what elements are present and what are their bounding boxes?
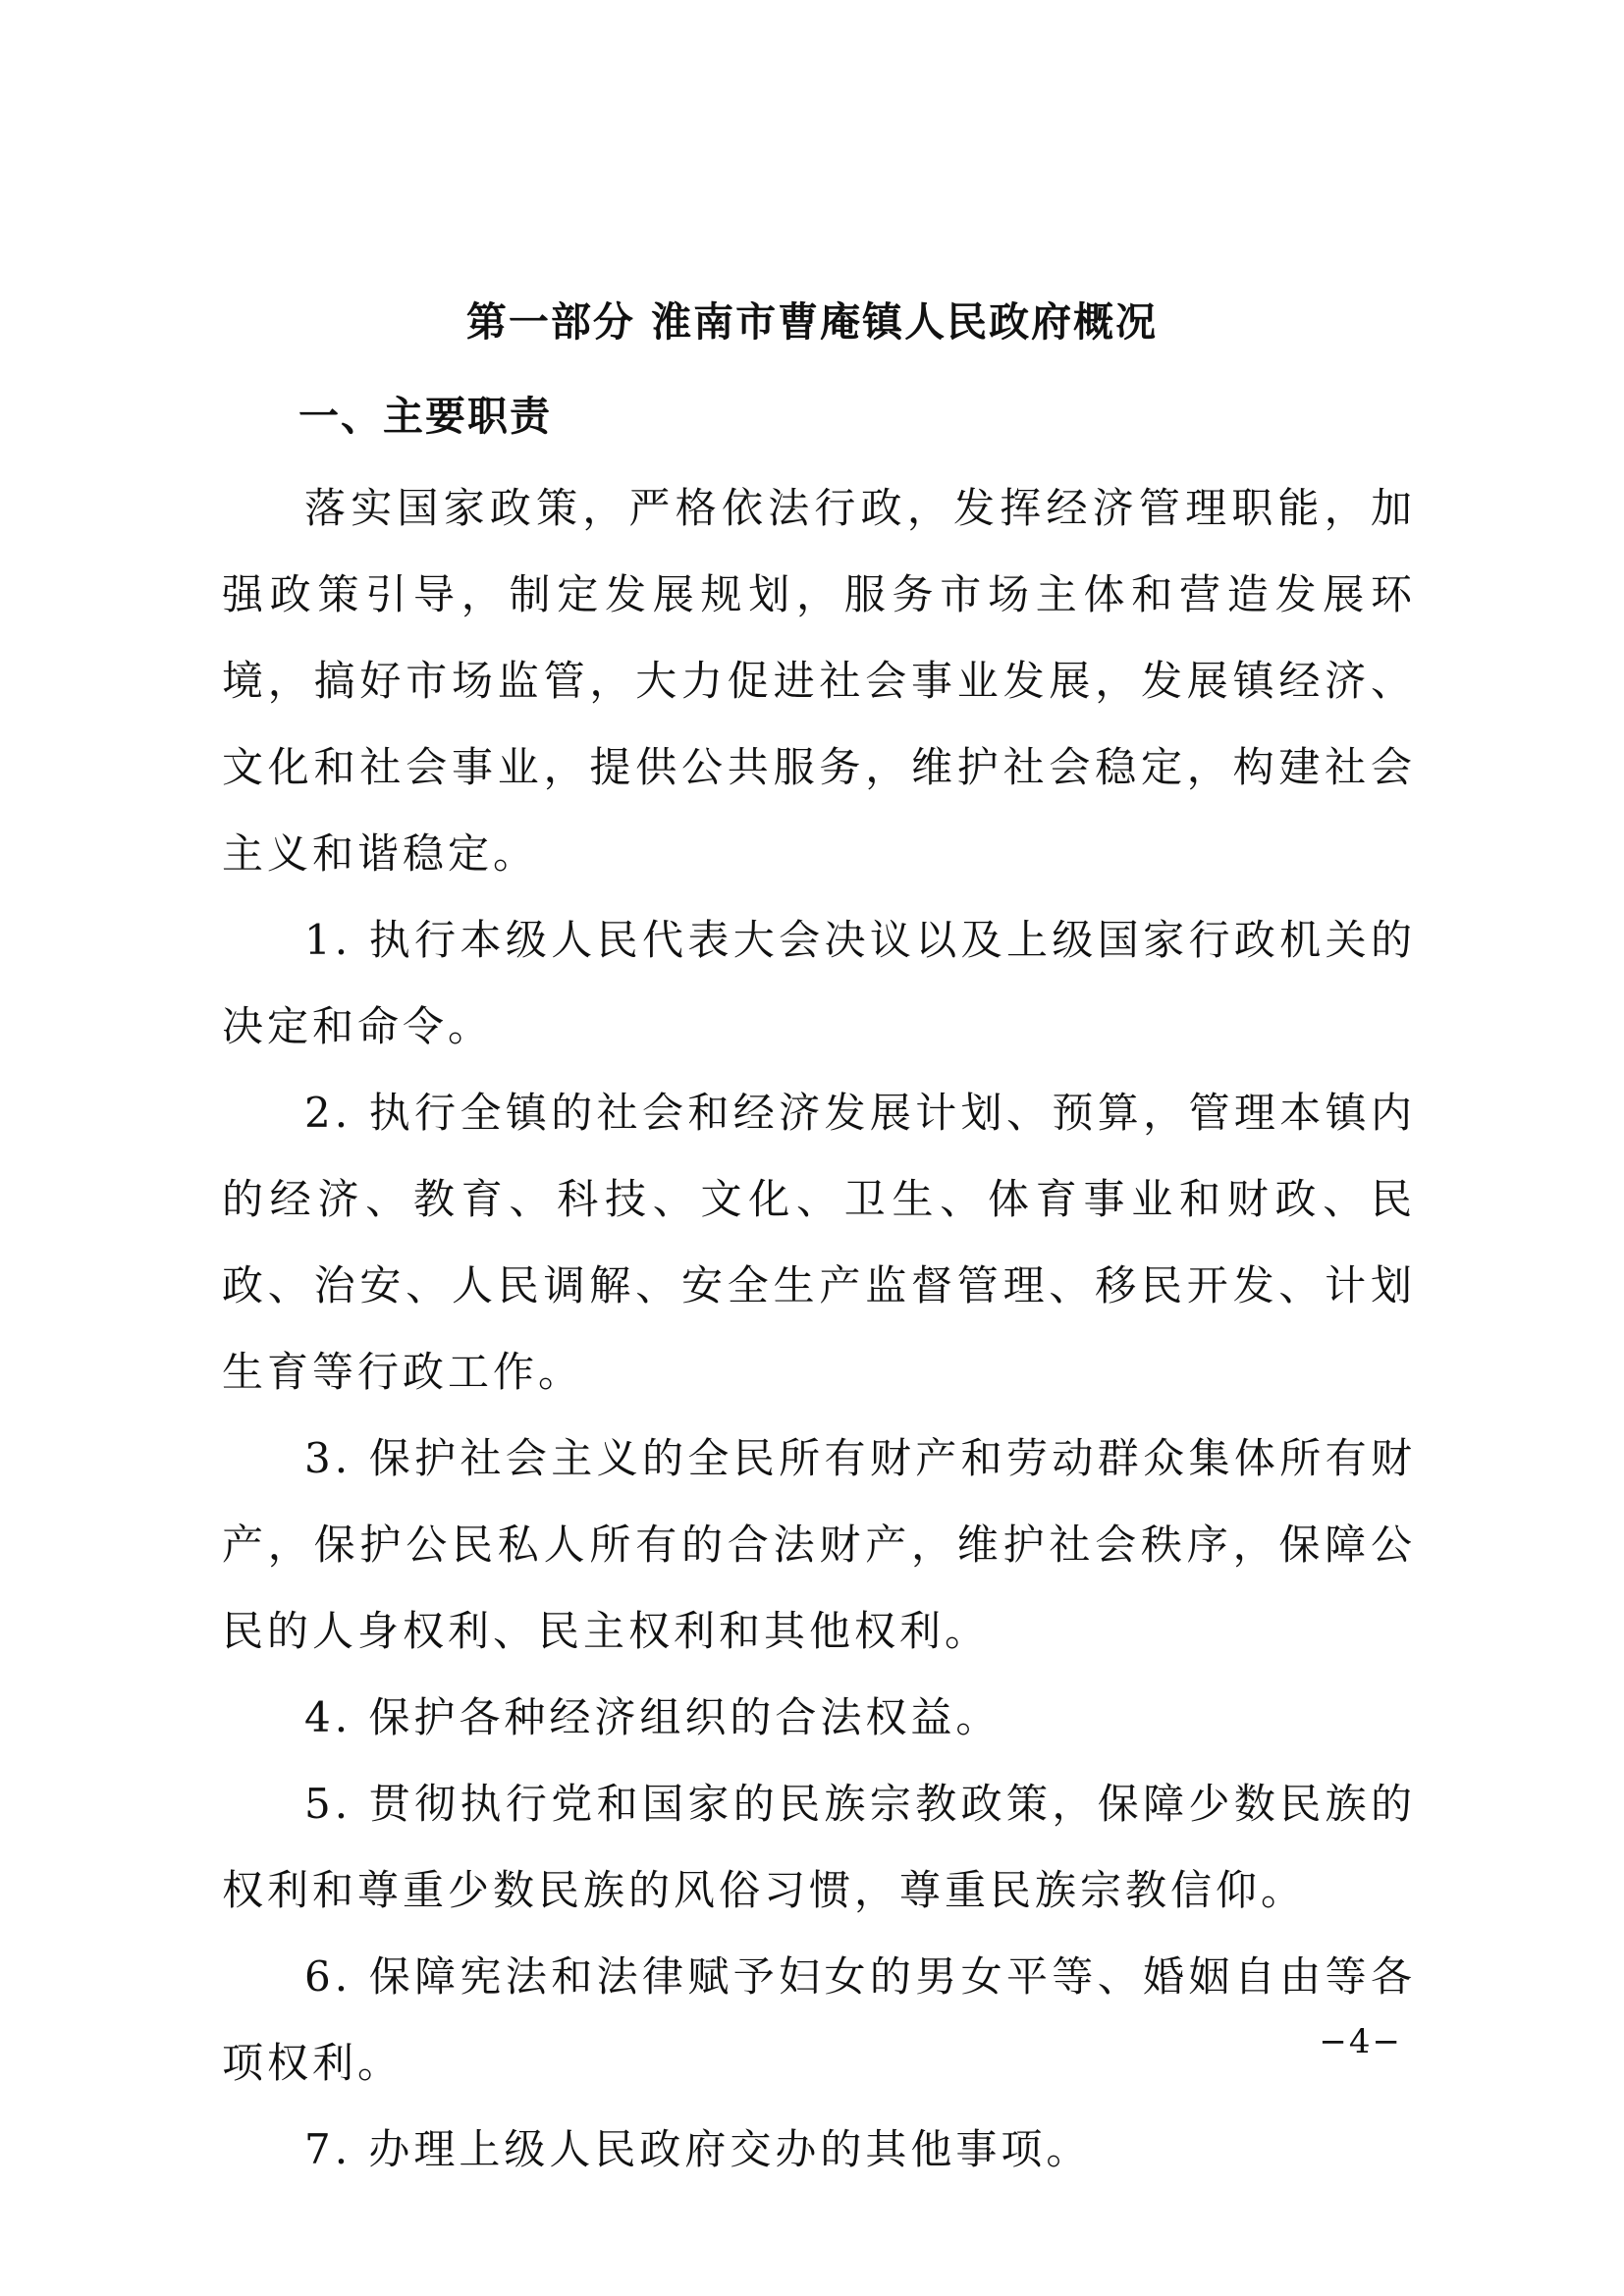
paragraph-intro: 落实国家政策，严格依法行政，发挥经济管理职能，加强政策引导，制定发展规划，服务市场主体和营造发展环境，搞好市场监管，大力促进社会事业发展，发展镇经济、文化和社会事业，提供公共服务，维护社会稳定，构建社会主义和谐稳定。 xyxy=(222,484,1416,878)
body-text xyxy=(222,465,1416,2193)
list-item-2: 2. 执行全镇的社会和经济发展计划、预算，管理本镇内的经济、教育、科技、文化、卫生、体育事业和财政、民政、治安、人民调解、安全生产监督管理、移民开发、计划生育等行政工作。 xyxy=(222,1089,1416,1396)
list-item-1: 1. 执行本级人民代表大会决议以及上级国家行政机关的决定和命令。 xyxy=(222,916,1416,1050)
list-item-6: 6. 保障宪法和法律赋予妇女的男女平等、婚姻自由等各项权利。 xyxy=(222,1952,1416,2087)
list-item-7: 7. 办理上级人民政府交办的其他事项。 xyxy=(304,2125,1092,2173)
list-item-3: 3. 保护社会主义的全民所有财产和劳动群众集体所有财产，保护公民私人所有的合法财产，维护社会秩序，保障公民的人身权利、民主权利和其他权利。 xyxy=(222,1434,1416,1655)
section-heading: 一、主要职责 xyxy=(298,393,552,440)
page-title: 第一部分 淮南市曹庵镇人民政府概况 xyxy=(465,298,1159,346)
list-item-4: 4. 保护各种经济组织的合法权益。 xyxy=(304,1693,1001,1741)
list-item-5: 5. 贯彻执行党和国家的民族宗教政策，保障少数民族的权利和尊重少数民族的风俗习惯，尊重民族宗教信仰。 xyxy=(222,1780,1416,1914)
page-number: −4− xyxy=(1319,2022,1402,2061)
